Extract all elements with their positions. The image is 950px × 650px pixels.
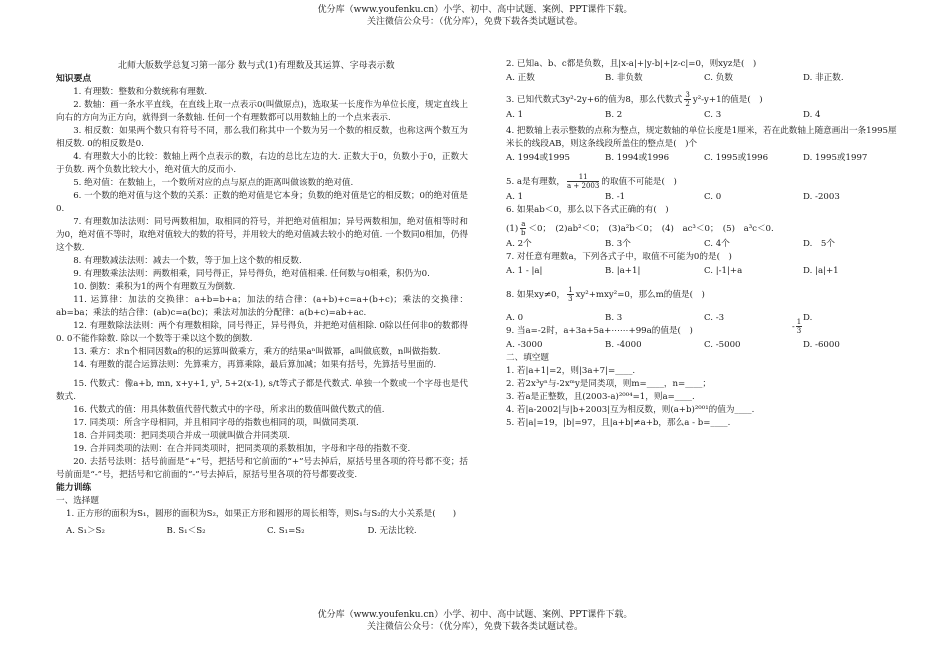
question-3-stem-b: y²-y+1的值是( ) — [692, 95, 763, 105]
question-5-stem — [506, 173, 902, 190]
question-9-options — [506, 339, 902, 352]
option: C. 4个 — [704, 239, 730, 249]
question-4-options — [506, 152, 902, 165]
option: A. -3000 — [506, 340, 543, 350]
option: D. 1995或1997 — [803, 153, 868, 163]
fill-question: 1. 若|a+1|=2，则|3a+7|=____. — [506, 366, 636, 376]
option: B. -4000 — [605, 340, 642, 350]
banner-line-1: 优分库（www.youfenku.cn）小学、初中、高中试题、案例、PPT课件下载。 — [317, 610, 633, 620]
option: C. 0 — [704, 192, 722, 202]
question-5-stem-b: 的取值不可能是( ) — [601, 177, 677, 187]
option: D. |a|+1 — [803, 266, 839, 276]
option: B. 3个 — [605, 239, 631, 249]
question-1-stem: 1. 正方形的面积为S₁，圆形的面积为S₂，如果正方形和圆形的周长相等，则S₁与S₂的大小关系是( ) — [66, 509, 457, 519]
question-3-stem-a: 3. 已知代数式3y²-2y+6的值为8，那么代数式 — [506, 95, 683, 105]
fill-question: 2. 若2x³yⁿ与-2xᵐy是同类项，则m=____，n=____； — [506, 379, 712, 389]
option: B. 2 — [605, 110, 623, 120]
question-5-options — [506, 191, 902, 204]
fraction — [567, 173, 599, 190]
document-title: 北师大版数学总复习第一部分 数与式(1)有理数及其运算、字母表示数 — [118, 61, 395, 71]
right-column — [506, 58, 902, 430]
question-1-options — [56, 525, 468, 538]
knowledge-point: 18. 合并同类项：把同类项合并成一项就叫做合并同类项. — [73, 431, 290, 441]
knowledge-point: 12. 有理数除法法则：两个有理数相除，同号得正，异号得负，并把绝对值相除. 0除以任何非0的数都得0. 0不能作除数. 除以一个数等于乘以这个数的倒数. — [56, 321, 468, 344]
option: D. — [803, 313, 813, 323]
fraction-denominator: 3 — [568, 295, 573, 303]
option: B. 1994或1996 — [605, 153, 670, 163]
knowledge-point: 5. 绝对值：在数轴上，一个数所对应的点与原点的距离叫做该数的绝对值. — [73, 178, 354, 188]
fraction-numerator: 11 — [567, 173, 599, 182]
banner-line-1: 优分库（www.youfenku.cn）小学、初中、高中试题、案例、PPT课件下载。 — [317, 5, 633, 15]
option: C. -3 — [704, 313, 725, 323]
option: B. |a+1| — [605, 266, 641, 276]
option: A. 2个 — [506, 239, 532, 249]
knowledge-point: 7. 有理数加法法则：同号两数相加，取相同的符号，并把绝对值相加；异号两数相加，绝对值相等时和为0，绝对值不等时，取绝对值较大的数的符号，并用较大的绝对值减去较小的绝对值. 一个数同0相加，仍得这个数. — [56, 217, 468, 253]
question-2-stem: 2. 已知a、b、c都是负数，且|x-a|+|y-b|+|z-c|=0，则xyz是( ) — [506, 59, 757, 69]
fill-question: 5. 若|a|=19，|b|=97，且|a+b|≠a+b，那么a - b=____. — [506, 418, 731, 428]
question-6-options — [506, 238, 902, 251]
knowledge-point: 6. 一个数的绝对值与这个数的关系：正数的绝对值是它本身；负数的绝对值是它的相反数；0的绝对值是0. — [56, 191, 468, 214]
knowledge-point: 4. 有理数大小的比较：数轴上两个点表示的数，右边的总比左边的大. 正数大于0，负数小于0，正数大于负数. 两个负数比较大小，绝对值大的反而小. — [56, 152, 468, 175]
knowledge-point: 10. 倒数：乘积为1的两个有理数互为倒数. — [73, 282, 236, 292]
question-4-stem: 4. 把数轴上表示整数的点称为整点，规定数轴的单位长度是1厘米，若在此数轴上随意画出一条1995厘米长的线段AB，则这条线段所盖住的整点是( )个 — [506, 126, 897, 149]
fill-in-questions — [506, 365, 902, 430]
fill-section-heading: 二、填空题 — [506, 353, 549, 363]
fraction-numerator: 1 — [568, 286, 573, 294]
knowledge-point: 19. 合并同类项的法则：在合并同类项时，把同类项的系数相加，字母和字母的指数不变. — [73, 444, 411, 454]
question-2-options — [506, 72, 902, 85]
question-8-option-d-fraction: - $\frac{1}{3}$ — [792, 318, 802, 335]
knowledge-point: 17. 同类项：所含字母相同，并且相同字母的指数也相同的项，叫做同类项. — [73, 418, 359, 428]
option: B. 非负数 — [605, 73, 643, 83]
question-8-stem-b: xy²+mxy²=0，那么m的值是( ) — [575, 290, 705, 300]
option: A. 1 — [506, 192, 524, 202]
knowledge-points — [56, 86, 468, 482]
option: B. S₁＜S₂ — [166, 526, 206, 536]
banner-line-2: 关注微信公众号：（优分库），免费下载各类试题试卷。 — [366, 17, 583, 27]
knowledge-point: 14. 有理数的混合运算法则：先算乘方，再算乘除，最后算加减；如果有括号，先算括号里面的. — [73, 360, 437, 370]
header-banner — [0, 4, 950, 28]
fill-question: 4. 若|a-2002|与|b+2003|互为相反数，则(a+b)²⁰⁰¹的值为____. — [506, 405, 755, 415]
question-8-options — [506, 312, 902, 325]
option: C. 负数 — [704, 73, 733, 83]
fraction-numerator: 3 — [685, 91, 690, 99]
knowledge-point: 2. 数轴：画一条水平直线，在直线上取一点表示0(叫做原点)，选取某一长度作为单位长度，规定直线上向右的方向为正方向，就得到一条数轴. 任何一个有理数都可以用数轴上的一个点来表示. — [56, 100, 468, 123]
knowledge-point: 20. 去括号法则：括号前面是“+”号，把括号和它前面的“+”号去掉后，原括号里各项的符号都不变；括号前面是“-”号，把括号和它前面的“-”号去掉后，原括号里各项的符号都要改变. — [56, 457, 468, 480]
fraction — [520, 220, 526, 237]
knowledge-point: 11. 运算律：加法的交换律：a+b=b+a；加法的结合律：(a+b)+c=a+(b+c)；乘法的交换律：ab=ba；乘法的结合律：(ab)c=a(bc)；乘法对加法的分配律：a(b+c)=ab+ac. — [56, 295, 468, 318]
choice-section-heading: 一、选择题 — [56, 496, 99, 506]
left-column — [56, 73, 468, 538]
footer-banner — [0, 609, 950, 633]
question-8-stem — [506, 286, 902, 303]
knowledge-heading: 知识要点 — [56, 74, 92, 84]
fraction-denominator: b — [521, 229, 526, 237]
option: D. -2003 — [803, 192, 840, 202]
option: C. 1995或1996 — [704, 153, 769, 163]
option: C. -5000 — [704, 340, 741, 350]
option: A. 1 - |a| — [506, 266, 543, 276]
option: D. 4 — [803, 110, 821, 120]
question-8-stem-a: 8. 如果xy≠0， — [506, 290, 566, 300]
option: C. |-1|+a — [704, 266, 743, 276]
knowledge-point: 9. 有理数乘法法则：两数相乘，同号得正，异号得负，绝对值相乘. 任何数与0相乘，积仍为0. — [73, 269, 430, 279]
fraction-numerator: a — [521, 220, 526, 228]
question-3-stem — [506, 91, 902, 108]
option: D. -6000 — [803, 340, 840, 350]
option: A. S₁＞S₂ — [66, 526, 105, 536]
fraction-denominator: a + 2003 — [567, 182, 600, 190]
option: A. 0 — [506, 313, 524, 323]
fraction-denominator: 2 — [685, 100, 690, 108]
option: B. 3 — [605, 313, 623, 323]
question-7-options — [506, 265, 902, 278]
knowledge-point: 3. 相反数：如果两个数只有符号不同，那么我们称其中一个数为另一个数的相反数，也称这两个数互为相反数. 0的相反数是0. — [56, 126, 468, 149]
question-9-stem: 9. 当a=-2时，a+3a+5a+⋯⋯+99a的值是( ) — [506, 326, 693, 336]
question-3-options — [506, 109, 902, 122]
fraction — [684, 91, 690, 108]
option: A. 1 — [506, 110, 524, 120]
option: D. 非正数. — [803, 73, 844, 83]
knowledge-point: 13. 乘方：求n个相同因数a的积的运算叫做乘方，乘方的结果aⁿ叫做幂，a叫做底数，n叫做指数. — [73, 347, 441, 357]
fill-question: 3. 若a是正整数，且(2003-a)²⁰⁰⁴=1，则a=____. — [506, 392, 695, 402]
question-6-subitems — [506, 220, 902, 237]
banner-line-2: 关注微信公众号：（优分库），免费下载各类试题试卷。 — [366, 622, 583, 632]
question-6-sub-b: ＜0； (2)ab²＜0； (3)a²b＜0； (4) ac³＜0； (5) a³c＜0. — [528, 224, 774, 234]
option: A. 1994或1995 — [506, 153, 571, 163]
question-5-stem-a: 5. a是有理数， — [506, 177, 566, 187]
option: D. 5个 — [803, 239, 835, 249]
knowledge-point: 8. 有理数减法法则：减去一个数，等于加上这个数的相反数. — [73, 256, 302, 266]
knowledge-point: 16. 代数式的值：用具体数值代替代数式中的字母，所求出的数值叫做代数式的值. — [73, 405, 385, 415]
option: C. 3 — [704, 110, 722, 120]
question-7-stem: 7. 对任意有理数a，下列各式子中，取值不可能为0的是( ) — [506, 252, 732, 262]
question-6-sub-a: (1) — [506, 224, 519, 234]
option: D. 无法比较. — [367, 526, 417, 536]
training-heading: 能力训练 — [56, 483, 92, 493]
option: B. -1 — [605, 192, 626, 202]
fraction — [567, 286, 573, 303]
question-6-stem: 6. 如果ab＜0，那么以下各式正确的有( ) — [506, 205, 669, 215]
option: A. 正数 — [506, 73, 535, 83]
knowledge-point: 15. 代数式：像a+b, mn, x+y+1, y³, 5+2(x-1), s/t等式子都是代数式. 单独一个数或一个字母也是代数式. — [56, 379, 468, 402]
option: C. S₁=S₂ — [267, 526, 305, 536]
knowledge-point: 1. 有理数：整数和分数统称有理数. — [73, 87, 208, 97]
